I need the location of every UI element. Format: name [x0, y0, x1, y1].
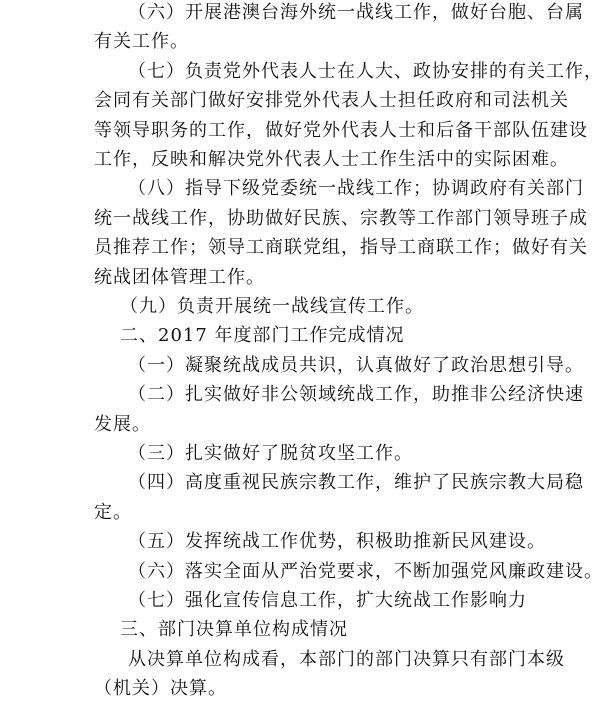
section-heading: 二、2017 年度部门工作完成情况 — [120, 325, 405, 347]
text-line: （一）凝聚统战成员共识，认真做好了政治思想引导。 — [128, 354, 584, 376]
text-line: （三）扎实做好了脱贫攻坚工作。 — [128, 443, 413, 464]
text-line: （六）落实全面从严治党要求，不断加强党风廉政建设。 — [128, 560, 603, 582]
text-line: 统战团体管理工作。 — [94, 266, 265, 288]
text-line: 员推荐工作；领导工商联党组，指导工商联工作；做好有关 — [94, 237, 588, 259]
text-line: 有关工作。 — [94, 31, 189, 53]
text-line: （六）开展港澳台海外统一战线工作，做好台胞、台属 — [128, 2, 584, 23]
text-line: 会同有关部门做好安排党外代表人士担任政府和司法机关 — [94, 90, 569, 112]
text-line: 工作，反映和解决党外代表人士工作生活中的实际困难。 — [94, 149, 569, 170]
text-line: 统一战线工作，协助做好民族、宗教等工作部门领导班子成 — [94, 207, 588, 229]
text-line: 定。 — [94, 501, 132, 523]
text-line: 等领导职务的工作，做好党外代表人士和后备干部队伍建设 — [94, 119, 588, 141]
text-line: （二）扎实做好非公领域统战工作，助推非公经济快速 — [128, 384, 584, 406]
text-line: （七）负责党外代表人士在人大、政协安排的有关工作， — [128, 60, 603, 82]
text-line: （七）强化宣传信息工作，扩大统战工作影响力 — [128, 590, 527, 611]
text-line: （机关）决算。 — [94, 678, 227, 700]
text-line: （五）发挥统战工作优势，积极助推新民风建设。 — [128, 531, 546, 553]
text-line: 从决算单位构成看，本部门的部门决算只有部门本级 — [128, 648, 565, 670]
text-line: （八）指导下级党委统一战线工作；协调政府有关部门 — [128, 178, 584, 200]
text-line: （九）负责开展统一战线宣传工作。 — [120, 296, 424, 317]
text-line: （四）高度重视民族宗教工作，维护了民族宗教大局稳 — [128, 472, 584, 494]
text-line: 发展。 — [94, 413, 151, 435]
section-heading: 三、部门决算单位构成情况 — [120, 619, 348, 641]
